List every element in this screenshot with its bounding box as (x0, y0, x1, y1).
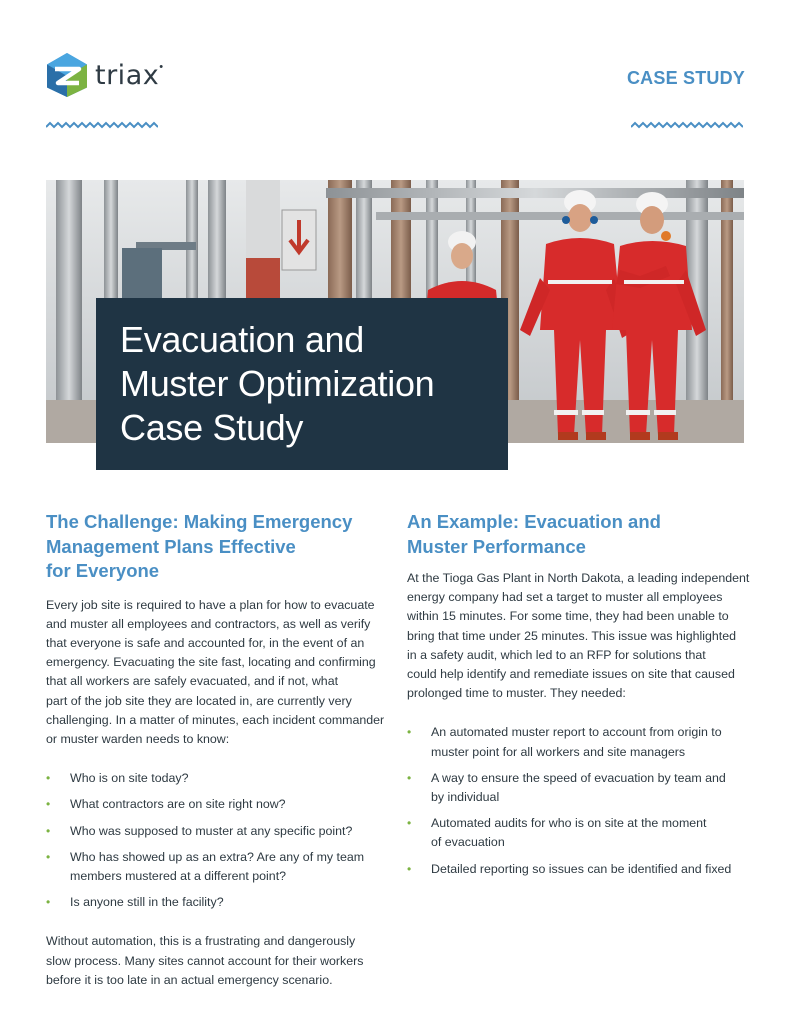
example-heading (407, 510, 747, 559)
list-item (407, 723, 747, 761)
challenge-body (46, 596, 386, 750)
body-line: At the Tioga Gas Plant in North Dakota, a leading independent (407, 571, 750, 585)
challenge-heading (46, 510, 386, 584)
zigzag-divider-left (46, 121, 158, 129)
list-item-text: members mustered at a different point? (70, 868, 287, 883)
hero-title-line-1: Evacuation and (120, 319, 364, 360)
body-line: part of the job site they are located in, are currently very (46, 693, 352, 708)
logo-mark: • (159, 61, 164, 73)
bullet-dot-icon: • (46, 823, 51, 838)
body-line: prolonged time to muster. They needed: (407, 686, 626, 701)
body-line: challenging. In a matter of minutes, each incident commander (46, 712, 385, 727)
example-heading-keyword: An Example: (407, 511, 520, 532)
list-item (46, 769, 386, 788)
body-line: and muster all employees and contractors, as well as verify (46, 616, 371, 631)
bullet-dot-icon: • (407, 770, 412, 785)
body-line: that everyone is safe and accounted for, in the event of an (46, 635, 365, 650)
bullet-dot-icon: • (407, 725, 412, 740)
example-bullet-list (407, 723, 747, 878)
list-item-text: A way to ensure the speed of evacuation by team and (431, 770, 726, 785)
list-item-text: What contractors are on site right now? (70, 797, 286, 812)
list-item-text: muster point for all workers and site managers (431, 744, 686, 759)
body-line: within 15 minutes. For some time, they had been unable to (407, 609, 729, 624)
list-item-text: by individual (431, 790, 500, 805)
list-item-text: Who has showed up as an extra? Are any of my team (70, 849, 365, 864)
triax-logo-icon (46, 52, 88, 98)
list-item (46, 848, 386, 886)
challenge-heading-line: Management Plans Effective (46, 535, 296, 557)
list-item-text: An automated muster report to account from origin to (431, 725, 722, 740)
challenge-heading-line: for Everyone (46, 560, 160, 581)
body-line: Every job site is required to have a plan for how to evacuate (46, 597, 375, 612)
list-item (407, 769, 747, 807)
closing-line: Without automation, this is a frustrating and dangerously (46, 934, 356, 949)
hero-title-line-2: Muster Optimization (120, 363, 435, 404)
list-item (46, 893, 386, 912)
list-item (46, 822, 386, 841)
list-item-text: Is anyone still in the facility? (70, 895, 224, 910)
case-study-label: CASE STUDY (626, 68, 745, 88)
bullet-dot-icon: • (407, 861, 412, 876)
list-item-text: of evacuation (431, 835, 505, 850)
list-item (407, 860, 747, 879)
hero-title-line-3: Case Study (120, 407, 304, 448)
bullet-dot-icon: • (46, 849, 51, 864)
logo-wordmark: triax (95, 59, 160, 91)
challenge-section (46, 510, 386, 990)
challenge-bullet-list (46, 769, 386, 912)
body-line: that all workers are safely evacuated, and if not, what (46, 674, 339, 689)
bullet-dot-icon: • (46, 895, 51, 910)
body-line: could help identify and remediate issues on site that caused (407, 667, 735, 682)
example-heading-line: Muster Performance (407, 535, 586, 557)
list-item-text: Automated audits for who is on site at the moment (431, 816, 707, 831)
body-line: in a safety audit, which led to an RFP for solutions that (407, 647, 706, 662)
bullet-dot-icon: • (46, 771, 51, 786)
list-item-text: Who was supposed to muster at any specific point? (70, 823, 353, 838)
list-item-text: Detailed reporting so issues can be identified and fixed (431, 861, 732, 876)
list-item (46, 795, 386, 814)
example-section (407, 510, 750, 879)
list-item (407, 814, 747, 852)
body-line: emergency. Evacuating the site fast, locating and confirming (46, 655, 376, 670)
body-line: bring that time under 25 minutes. This issue was highlighted (407, 628, 736, 643)
challenge-heading-keyword: The Challenge: (46, 511, 179, 532)
closing-line: slow process. Many sites cannot account for their workers (46, 953, 364, 968)
bullet-dot-icon: • (46, 797, 51, 812)
body-line: energy company had set a target to muster all employees (407, 590, 723, 605)
closing-line: before it is too late in an actual emergency scenario. (46, 972, 333, 987)
bullet-dot-icon: • (407, 816, 412, 831)
zigzag-divider-right (631, 121, 743, 129)
list-item-text: Who is on site today? (70, 771, 189, 786)
example-heading-line: Evacuation and (524, 511, 661, 532)
body-line: or muster warden needs to know: (46, 731, 230, 746)
challenge-closing (46, 932, 386, 990)
challenge-heading-line: Making Emergency (183, 511, 353, 532)
triax-logo (46, 52, 163, 98)
example-body (407, 569, 750, 703)
